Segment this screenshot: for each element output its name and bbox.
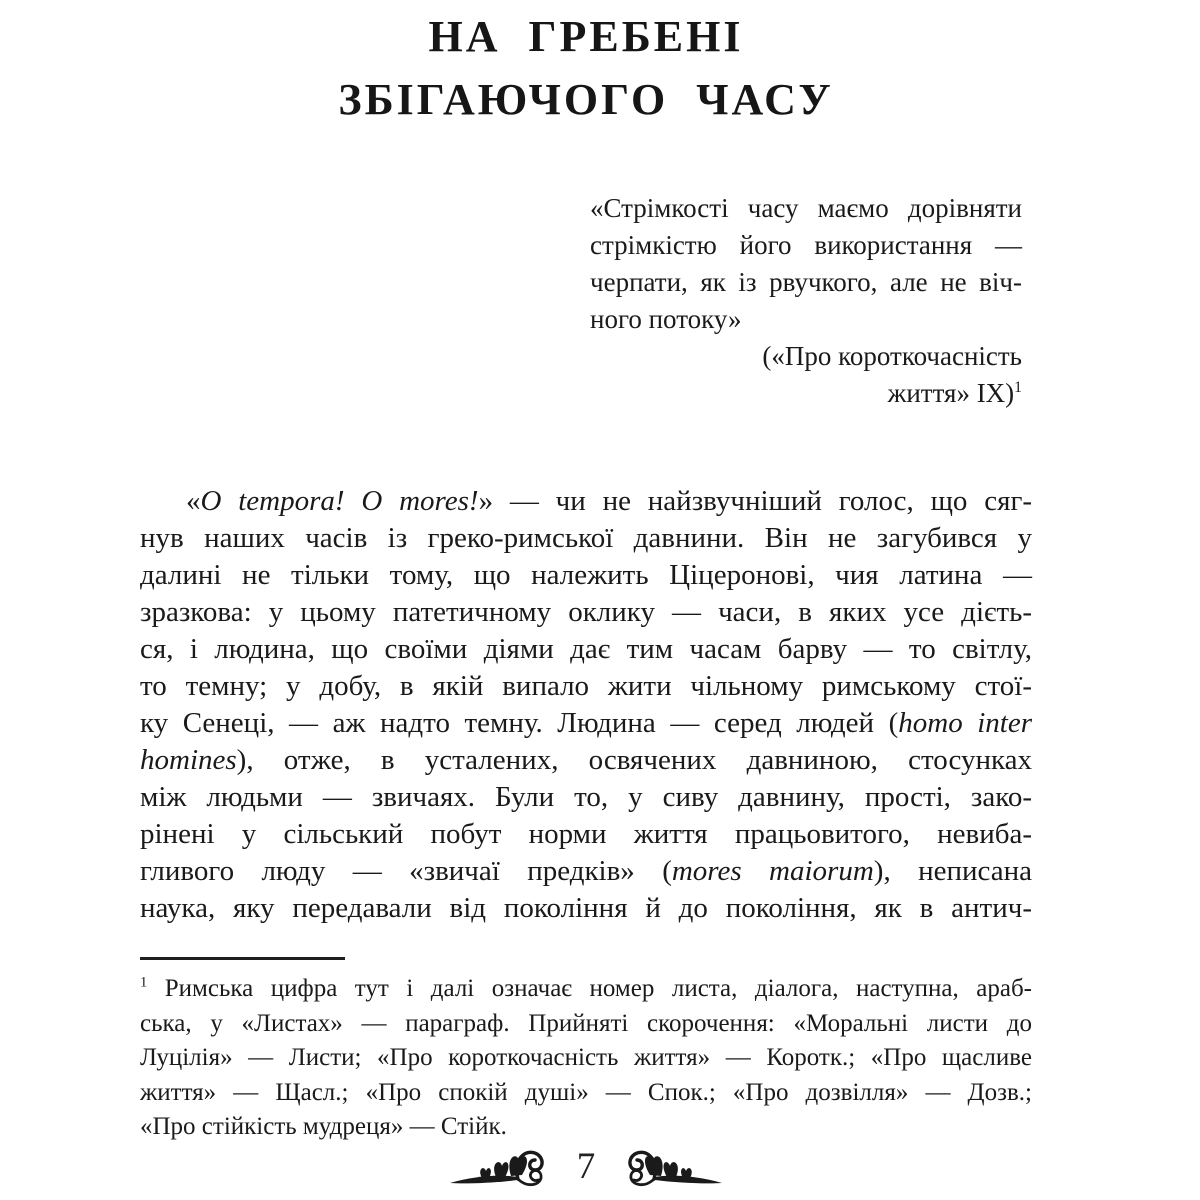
text-run: ного потоку» <box>590 304 742 334</box>
text-line <box>140 483 1032 520</box>
italic-text-run: homines <box>140 744 237 776</box>
text-line <box>140 705 1032 742</box>
text-line <box>140 816 1032 853</box>
text-run: ), отже, в усталених, освячених давниною, стосунках <box>236 744 1032 776</box>
text-run: Римська цифра тут і далі означає номер листа, діалога, наступна, араб- <box>147 975 1032 1002</box>
text-line <box>140 557 1032 594</box>
text-line <box>140 742 1032 779</box>
text-line <box>140 1007 1032 1042</box>
italic-text-run: mores maiorum <box>671 855 874 887</box>
text-run: між людьми — звичаях. Були то, у сиву давнину, прості, зако- <box>140 781 1032 813</box>
text-run: черпати, як із рвучкого, але не віч- <box>590 267 1022 297</box>
text-run: ся, і людина, що своїми діями дає тим часам барву — то світлу, <box>140 633 1032 665</box>
text-line <box>590 375 1022 412</box>
epigraph <box>590 190 1022 412</box>
text-run: «Стрімкості часу маємо дорівняти <box>590 193 1022 223</box>
page-number: 7 <box>576 1146 596 1187</box>
text-run: гливого люду — «звичаї предків» ( <box>140 855 672 887</box>
text-run: зразкова: у цьому патетичному оклику — часи, в яких усе дієть- <box>140 596 1032 628</box>
chapter-title <box>140 5 1032 131</box>
flourish-ornament-right-icon <box>623 1144 723 1190</box>
text-line <box>140 972 1032 1007</box>
text-run: наука, яку передавали від покоління й до покоління, як в антич- <box>140 892 1032 924</box>
text-line <box>140 779 1032 816</box>
text-run: рінені у сільський побут норми життя працьовитого, невиба- <box>140 818 1032 850</box>
text-line <box>140 594 1032 631</box>
text-run: ська, у «Листах» — параграф. Прийняті скорочення: «Моральні листи до <box>140 1009 1032 1037</box>
text-run: » — чи не найзвучніший голос, що сяг- <box>478 485 1032 517</box>
text-run: НА ГРЕБЕНІ <box>428 12 744 61</box>
text-run: «Про стійкість мудреця» — Стійк. <box>140 1113 507 1140</box>
text-line <box>590 301 1022 338</box>
text-run: Луцілія» — Листи; «Про короткочасність життя» — Коротк.; «Про щасливе <box>140 1044 1032 1071</box>
text-line <box>590 227 1022 264</box>
text-line <box>140 1041 1032 1076</box>
text-run: то темну; у добу, в якій випало жити чільному римському стої- <box>140 670 1032 702</box>
text-run: « <box>186 485 201 517</box>
text-run: ЗБІГАЮЧОГО ЧАСУ <box>338 75 834 124</box>
text-line <box>140 631 1032 668</box>
footnote <box>140 972 1032 1145</box>
text-line <box>140 1110 1032 1145</box>
superscript-marker: 1 <box>140 974 148 991</box>
italic-text-run: O tempora! O mores! <box>200 485 479 517</box>
text-line <box>590 338 1022 375</box>
text-run: ку Сенеці, — аж надто темну. Людина — серед людей ( <box>140 707 899 739</box>
text-run: стрімкістю його використання — <box>590 230 1022 260</box>
italic-text-run: homo inter <box>898 707 1032 739</box>
text-line <box>140 668 1032 705</box>
text-line <box>140 890 1032 927</box>
text-line <box>140 520 1032 557</box>
footnote-rule <box>140 957 345 960</box>
superscript-marker: 1 <box>1014 379 1022 396</box>
text-line <box>590 264 1022 301</box>
text-run: («Про короткочасність <box>762 341 1022 371</box>
text-run: життя» IX) <box>887 378 1015 408</box>
text-run: далині не тільки тому, що належить Ціцеронові, чия латина — <box>140 559 1032 591</box>
text-line <box>590 190 1022 227</box>
text-line <box>140 853 1032 890</box>
text-line <box>140 68 1032 131</box>
text-run: ), неписана <box>873 855 1032 887</box>
text-line <box>140 5 1032 68</box>
body-paragraph <box>140 483 1032 927</box>
page-footer <box>140 1144 1032 1190</box>
text-run: життя» — Щасл.; «Про спокій душі» — Спок.; «Про дозвілля» — Дозв.; <box>140 1078 1032 1106</box>
flourish-ornament-left-icon <box>449 1144 549 1190</box>
text-run: нув наших часів із греко-римської давнини. Він не загубився у <box>140 522 1032 554</box>
text-line <box>140 1076 1032 1111</box>
